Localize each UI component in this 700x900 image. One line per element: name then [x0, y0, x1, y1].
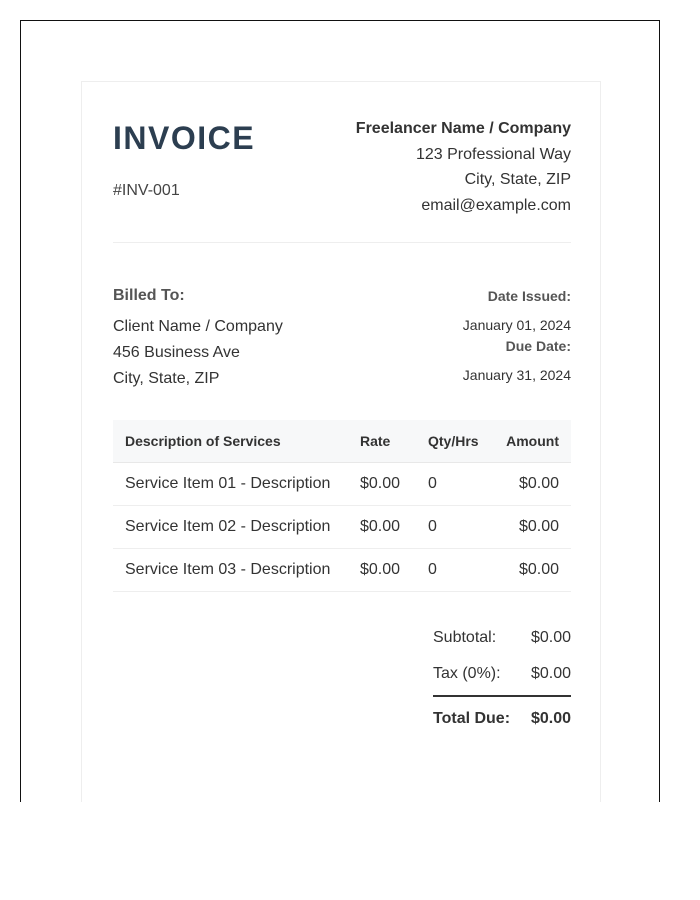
header-divider [113, 242, 571, 243]
tax-row [433, 663, 571, 699]
col-header-description: Description of Services [113, 420, 348, 463]
col-header-amount: Amount [492, 420, 571, 463]
row-qty: 0 [416, 549, 492, 592]
row-qty: 0 [416, 463, 492, 506]
col-header-rate: Rate [348, 420, 416, 463]
services-table [113, 420, 571, 592]
client-address-line1: 456 Business Ave [113, 344, 240, 361]
total-due-label: Total Due: [433, 710, 511, 727]
invoice-title: INVOICE [113, 120, 256, 156]
sender-email: email@example.com [421, 196, 571, 214]
row-rate: $0.00 [348, 549, 416, 592]
sender-address-line2: City, State, ZIP [464, 171, 571, 188]
table-row [113, 463, 571, 506]
totals-block [433, 627, 571, 737]
billed-to-block [113, 314, 283, 392]
tax-label: Tax (0%): [433, 665, 501, 682]
subtotal-value: $0.00 [530, 629, 571, 646]
subtotal-label: Subtotal: [433, 629, 497, 646]
invoice-paper [81, 81, 601, 802]
total-due-row [433, 697, 571, 737]
table-row [113, 506, 571, 549]
sender-name: Freelancer Name / Company [355, 120, 571, 137]
table-row [113, 549, 571, 592]
row-description: Service Item 03 - Description [113, 549, 348, 592]
tax-value: $0.00 [530, 665, 571, 682]
date-issued-label: Date Issued: [487, 288, 571, 304]
row-description: Service Item 01 - Description [113, 463, 348, 506]
dates-block [463, 286, 571, 386]
total-due-value: $0.00 [530, 710, 571, 727]
row-rate: $0.00 [348, 506, 416, 549]
row-rate: $0.00 [348, 463, 416, 506]
sender-address-line1: 123 Professional Way [415, 145, 571, 163]
table-header-row [113, 420, 571, 463]
client-name: Client Name / Company [113, 318, 283, 335]
due-date-label: Due Date: [505, 338, 571, 354]
subtotal-row [433, 627, 571, 663]
client-address-line2: City, State, ZIP [113, 370, 220, 387]
billed-to-heading: Billed To: [113, 287, 185, 304]
col-header-qty: Qty/Hrs [416, 420, 492, 463]
row-amount: $0.00 [492, 506, 571, 549]
row-qty: 0 [416, 506, 492, 549]
row-description: Service Item 02 - Description [113, 506, 348, 549]
invoice-number: #INV-001 [113, 182, 180, 199]
row-amount: $0.00 [492, 463, 571, 506]
sender-block [356, 116, 571, 218]
due-date-value: January 31, 2024 [462, 367, 571, 383]
date-issued-value: January 01, 2024 [462, 317, 571, 333]
row-amount: $0.00 [492, 549, 571, 592]
